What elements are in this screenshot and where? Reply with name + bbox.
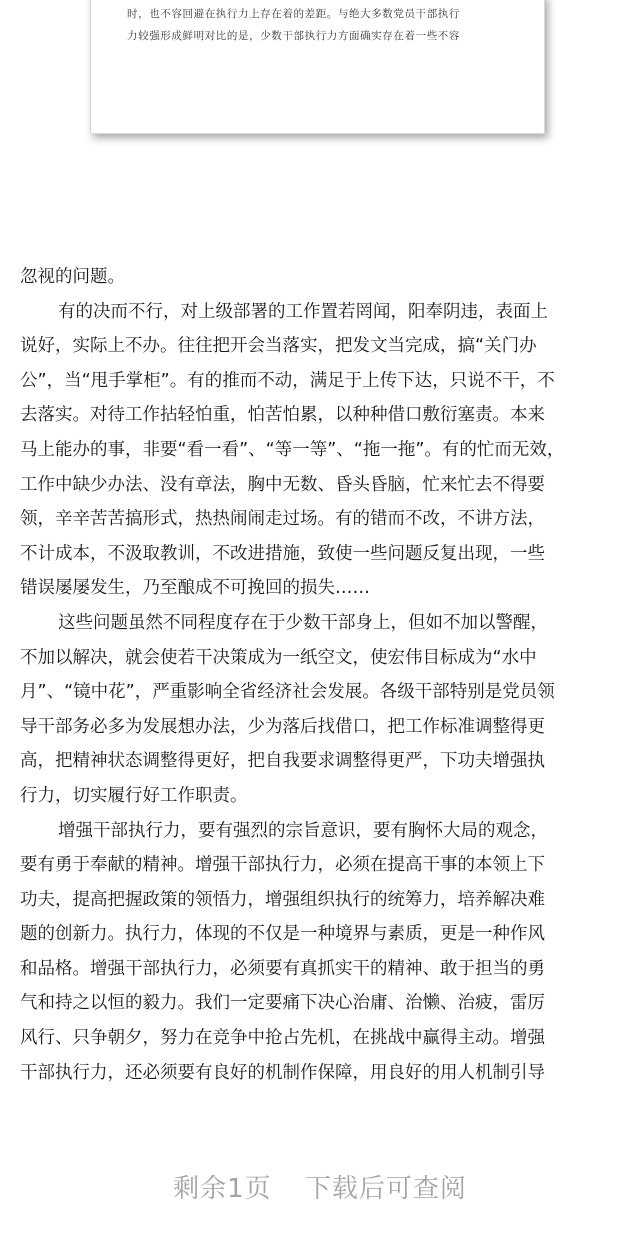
text-line: 工作中缺少办法、没有章法，胸中无数、昏头昏脑，忙来忙去不得要 xyxy=(20,474,545,495)
text-line: 忽视的问题。 xyxy=(20,267,125,287)
text-line: 不计成本，不汲取教训，不改进措施，致使一些问题反复出现，一些 xyxy=(20,543,545,564)
text-line: 有的决而不行，对上级部署的工作置若罔闻，阳奉阴违，表面上 xyxy=(58,301,548,322)
text-line: 领，辛辛苦苦搞形式，热热闹闹走过场。有的错而不改，不讲方法， xyxy=(20,509,545,530)
text-line: 题的创新力。执行力，体现的不仅是一种境界与素质，更是一种作风 xyxy=(20,924,545,945)
text-line: 公”，当“甩手掌柜”。有的推而不动，满足于上传下达，只说不干，不 xyxy=(20,370,555,391)
text-line: 增强干部执行力，要有强烈的宗旨意识，要有胸怀大局的观念， xyxy=(58,820,548,841)
page-preview-card xyxy=(90,0,545,134)
document-body xyxy=(20,260,620,1090)
text-line: 高，把精神状态调整得更好，把自我要求调整得更严，下功夫增强执 xyxy=(20,751,545,772)
remaining-pages-label[interactable]: 剩余1页 xyxy=(173,1174,272,1204)
text-line: 说好，实际上不办。往往把开会当落实，把发文当完成，搞“关门办 xyxy=(20,336,537,357)
text-line: 功夫，提高把握政策的领悟力，增强组织执行的统筹力，培养解决难 xyxy=(20,889,545,910)
text-line: 不加以解决，就会使若干决策成为一纸空文，使宏伟目标成为“水中 xyxy=(20,647,537,668)
text-line: 行力，切实履行好工作职责。 xyxy=(20,785,248,806)
preview-text xyxy=(127,3,507,47)
download-prompt[interactable] xyxy=(0,1168,640,1205)
text-line: 错误屡屡发生，乃至酿成不可挽回的损失…… xyxy=(20,578,370,599)
text-line: 这些问题虽然不同程度存在于少数干部身上，但如不加以警醒， xyxy=(58,612,548,633)
preview-line: 时，也不容回避在执行力上存在着的差距。与绝大多数党员干部执行 xyxy=(127,8,460,20)
text-line: 要有勇于奉献的精神。增强干部执行力，必须在提高干事的本领上下 xyxy=(20,855,545,876)
text-line: 干部执行力，还必须要有良好的机制作保障，用良好的用人机制引导 xyxy=(20,1062,545,1083)
text-line: 月”、“镜中花”，严重影响全省经济社会发展。各级干部特别是党员领 xyxy=(20,682,555,703)
preview-line: 力较强形成鲜明对比的是，少数干部执行力方面确实存在着一些不容 xyxy=(127,30,460,42)
text-line: 去落实。对待工作拈轻怕重，怕苦怕累，以种种借口敷衍塞责。本来 xyxy=(20,405,545,426)
text-line: 风行、只争朝夕，努力在竞争中抢占先机，在挑战中赢得主动。增强 xyxy=(20,1028,545,1049)
text-line: 和品格。增强干部执行力，必须要有真抓实干的精神、敢于担当的勇 xyxy=(20,958,545,979)
text-line: 导干部务必多为发展想办法，少为落后找借口，把工作标准调整得更 xyxy=(20,716,545,737)
text-line: 气和持之以恒的毅力。我们一定要痛下决心治庸、治懒、治疲，雷厉 xyxy=(20,993,545,1014)
text-line: 马上能办的事，非要“看一看”、“等一等”、“拖一拖”。有的忙而无效， xyxy=(20,439,565,460)
download-to-read-label[interactable]: 下载后可查阅 xyxy=(304,1174,467,1204)
